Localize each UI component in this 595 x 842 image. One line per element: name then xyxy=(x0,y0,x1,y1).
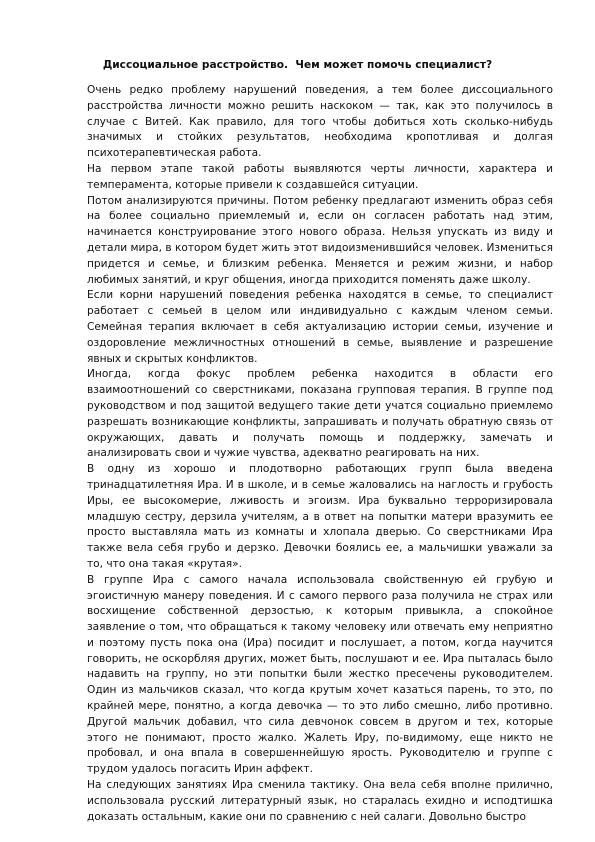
document-title xyxy=(0,58,595,72)
document-body xyxy=(87,83,553,825)
paragraph-first-stage: На первом этапе такой работы выявляются черты личности, характера и темперамента, которые привели к создавшейся ситуации. xyxy=(87,162,553,191)
paragraph-intro: Очень редко проблему нарушений поведения, а тем более диссоциального расстройства личности можно решить наскоком — так, как это получилось в случае с Витей. Как правило, для того чтобы добиться хоть сколько-нибудь значимых и стойких результатов, необходима кропотливая и долгая психотерапевтическая работа. xyxy=(87,84,553,160)
title-regular-part: Диссоциальное расстройство. xyxy=(102,59,289,71)
paragraph-family-therapy: Если корни нарушений поведения ребенка находятся в семье, то специалист работает с семьей в целом или индивидуально с каждым членом семьи. Семейная терапия включает в себя актуализацию истории семьи, изучение и оздоровление межличностных отношений в семье, выявление и разрешение явных и скрытых конфликтов. xyxy=(87,289,553,365)
paragraph-next-sessions: На следующих занятиях Ира сменила тактику. Она вела себя вполне прилично, использовала русский литературный язык, но старалась ехидно и исподтишка доказать остальным, какие они по сравнению с ней салаги. Довольно быстро xyxy=(87,779,553,823)
paragraph-causes: Потом анализируются причины. Потом ребенку предлагают изменить образ себя на более социально приемлемый и, если он согласен работать над этим, начинается конструирование этого нового образа. Нельзя упускать из виду и детали мира, в котором будет жить этот видоизменившийся человек. Измениться придется и семье, и близким ребенка. Меняется и режим жизни, и набор любимых занятий, и круг общения, иногда приходится поменять даже школу. xyxy=(87,194,553,286)
paragraph-ira-intro: В одну из хорошо и плодотворно работающих групп была введена тринадцатилетняя Ира. И в школе, и в семье жаловались на наглость и грубость Иры, ее высокомерие, лживость и эгоизм. Ира буквально терроризировала младшую сестру, дерзила учителям, а в ответ на попытки матери вразумить ее просто выставляла мать из комнаты и хлопала дверью. Со сверстниками Ира также вела себя грубо и дерзко. Девочки боялись ее, а мальчишки уважали за то, что она такая «крутая». xyxy=(87,463,553,570)
title-bold-part: Чем может помочь специалист? xyxy=(295,59,493,71)
paragraph-group-therapy: Иногда, когда фокус проблем ребенка находится в области его взаимоотношений со сверстниками, показана групповая терапия. В группе под руководством и под защитой ведущего такие дети учатся социально приемлемо разрешать возникающие конфликты, запрашивать и получать обратную связь от окружающих, давать и получать помощь и поддержку, замечать и анализировать свои и чужие чувства, адекватно реагировать на них. xyxy=(87,368,553,460)
paragraph-ira-group: В группе Ира с самого начала использовала свойственную ей грубую и эгоистичную манеру поведения. И с самого первого раза получила не страх или восхищение собственной дерзостью, к которым привыкла, а спокойное заявление о том, что обращаться к такому человеку или отвечать ему неприятно и поэтому пусть пока она (Ира) посидит и послушает, а потом, когда научится говорить, не оскорбляя других, может быть, послушают и ее. Ира пыталась было надавить на группу, но эти попытки были жестко пресечены руководителем. Один из мальчиков сказал, что когда крутым хочет казаться парень, то это, по крайней мере, понятно, а когда девочка — то это либо смешно, либо противно. Другой мальчик добавил, что сила девчонок совсем в другом и тех, которые этого не понимают, просто жалко. Жалеть Иру, по-видимому, еще никто не пробовал, и она впала в совершеннейшую ярость. Руководителю и группе с трудом удалось погасить Ирин аффект. xyxy=(87,573,553,776)
